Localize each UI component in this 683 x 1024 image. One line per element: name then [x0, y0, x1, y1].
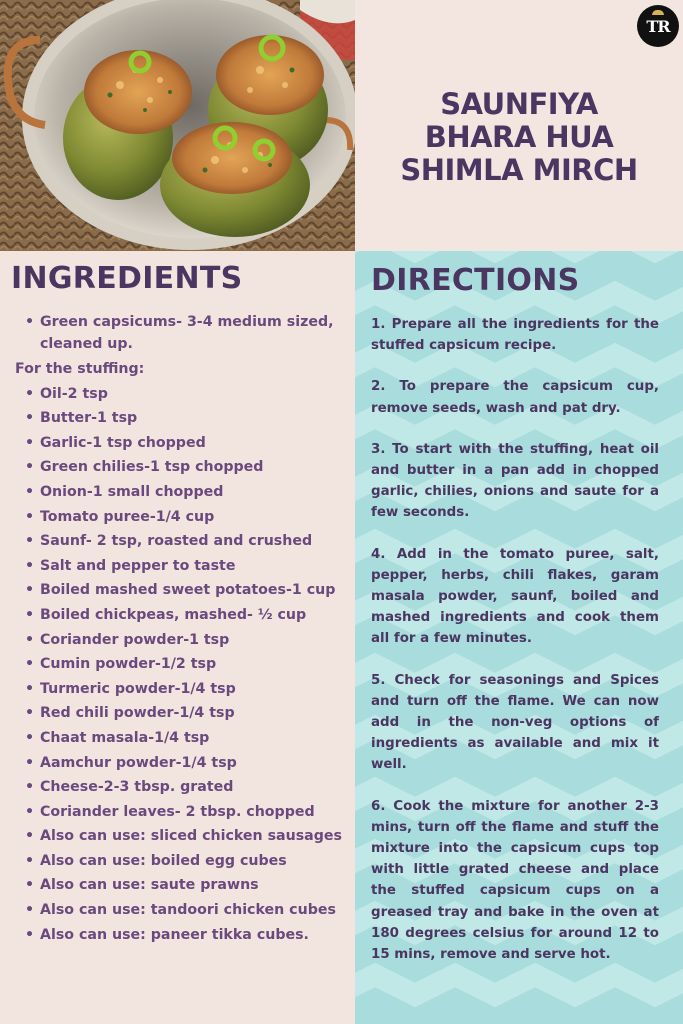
ingredient-item: • Green capsicums- 3-4 medium sized, cleaned up. [0, 311, 355, 357]
ingredient-item: • Cheese-2-3 tbsp. grated [0, 775, 355, 800]
ingredient-item: • Tomato puree-1/4 cup [0, 505, 355, 530]
recipe-title-line-1: SAUNFIYA [440, 87, 598, 121]
direction-step: 1. Prepare all the ingredients for the stuffed capsicum recipe. [371, 317, 659, 354]
directions-steps [371, 314, 659, 985]
recipe-title-line-3: SHIMLA MIRCH [400, 153, 638, 187]
direction-step: 4. Add in the tomato puree, salt, pepper, herbs, chili flakes, garam masala powder, saunf, boiled and mashed ingredients and cook them all for a few minutes. [371, 546, 659, 647]
ingredients-heading: INGREDIENTS [11, 261, 243, 296]
ingredient-item: • Red chili powder-1/4 tsp [0, 701, 355, 726]
sun-icon [652, 10, 664, 15]
direction-step: 6. Cook the mixture for another 2-3 mins, turn off the flame and stuff the mixture into the capsicum cups top with little grated cheese and place the stuffed capsicum cups on a greased tray and bake in the oven at 180 degrees celsius for around 12 to 15 mins, remove and serve hot. [371, 798, 659, 963]
directions-panel [355, 251, 683, 1024]
recipe-title-line-2: BHARA HUA [424, 120, 614, 154]
ingredient-item: • Also can use: boiled egg cubes [0, 849, 355, 874]
ingredient-item: • Also can use: tandoori chicken cubes [0, 898, 355, 923]
ingredient-item: • Saunf- 2 tsp, roasted and crushed [0, 529, 355, 554]
ingredient-item: • Onion-1 small chopped [0, 480, 355, 505]
ingredient-item: • Also can use: paneer tikka cubes. [0, 923, 355, 948]
ingredient-item: • Garlic-1 tsp chopped [0, 431, 355, 456]
direction-step: 2. To prepare the capsicum cup, remove seeds, wash and pat dry. [371, 379, 659, 416]
direction-step: 5. Check for seasonings and Spices and turn off the flame. We can now add in the non-veg options of ingredients as available and mix it well. [371, 672, 659, 773]
ingredient-item: • Coriander leaves- 2 tbsp. chopped [0, 800, 355, 825]
ingredient-item: • Salt and pepper to taste [0, 554, 355, 579]
direction-step: 3. To start with the stuffing, heat oil and butter in a pan add in chopped garlic, chilies, onions and saute for a few seconds. [371, 441, 659, 521]
ingredient-item: • Also can use: sliced chicken sausages [0, 824, 355, 849]
ingredients-panel [0, 251, 355, 1024]
directions-heading: DIRECTIONS [371, 263, 580, 298]
ingredients-list [0, 311, 355, 947]
ingredient-item: • Butter-1 tsp [0, 406, 355, 431]
ingredient-item: • Boiled chickpeas, mashed- ½ cup [0, 603, 355, 628]
recipe-title [355, 88, 683, 187]
ingredient-item: • Aamchur powder-1/4 tsp [0, 751, 355, 776]
ingredient-item: • Also can use: saute prawns [0, 873, 355, 898]
ingredient-item: • Coriander powder-1 tsp [0, 628, 355, 653]
ingredient-item: • Cumin powder-1/2 tsp [0, 652, 355, 677]
ingredient-section-label: For the stuffing: [15, 361, 145, 377]
logo-badge [637, 5, 679, 47]
logo-text: TR [646, 16, 670, 36]
ingredient-item: • Turmeric powder-1/4 tsp [0, 677, 355, 702]
ingredient-item: • Oil-2 tsp [0, 382, 355, 407]
ingredient-item: • Green chilies-1 tsp chopped [0, 455, 355, 480]
ingredient-item: • Boiled mashed sweet potatoes-1 cup [0, 578, 355, 603]
ingredient-item: • Chaat masala-1/4 tsp [0, 726, 355, 751]
stuffed-capsicum-photo [0, 0, 355, 251]
title-panel [355, 0, 683, 251]
